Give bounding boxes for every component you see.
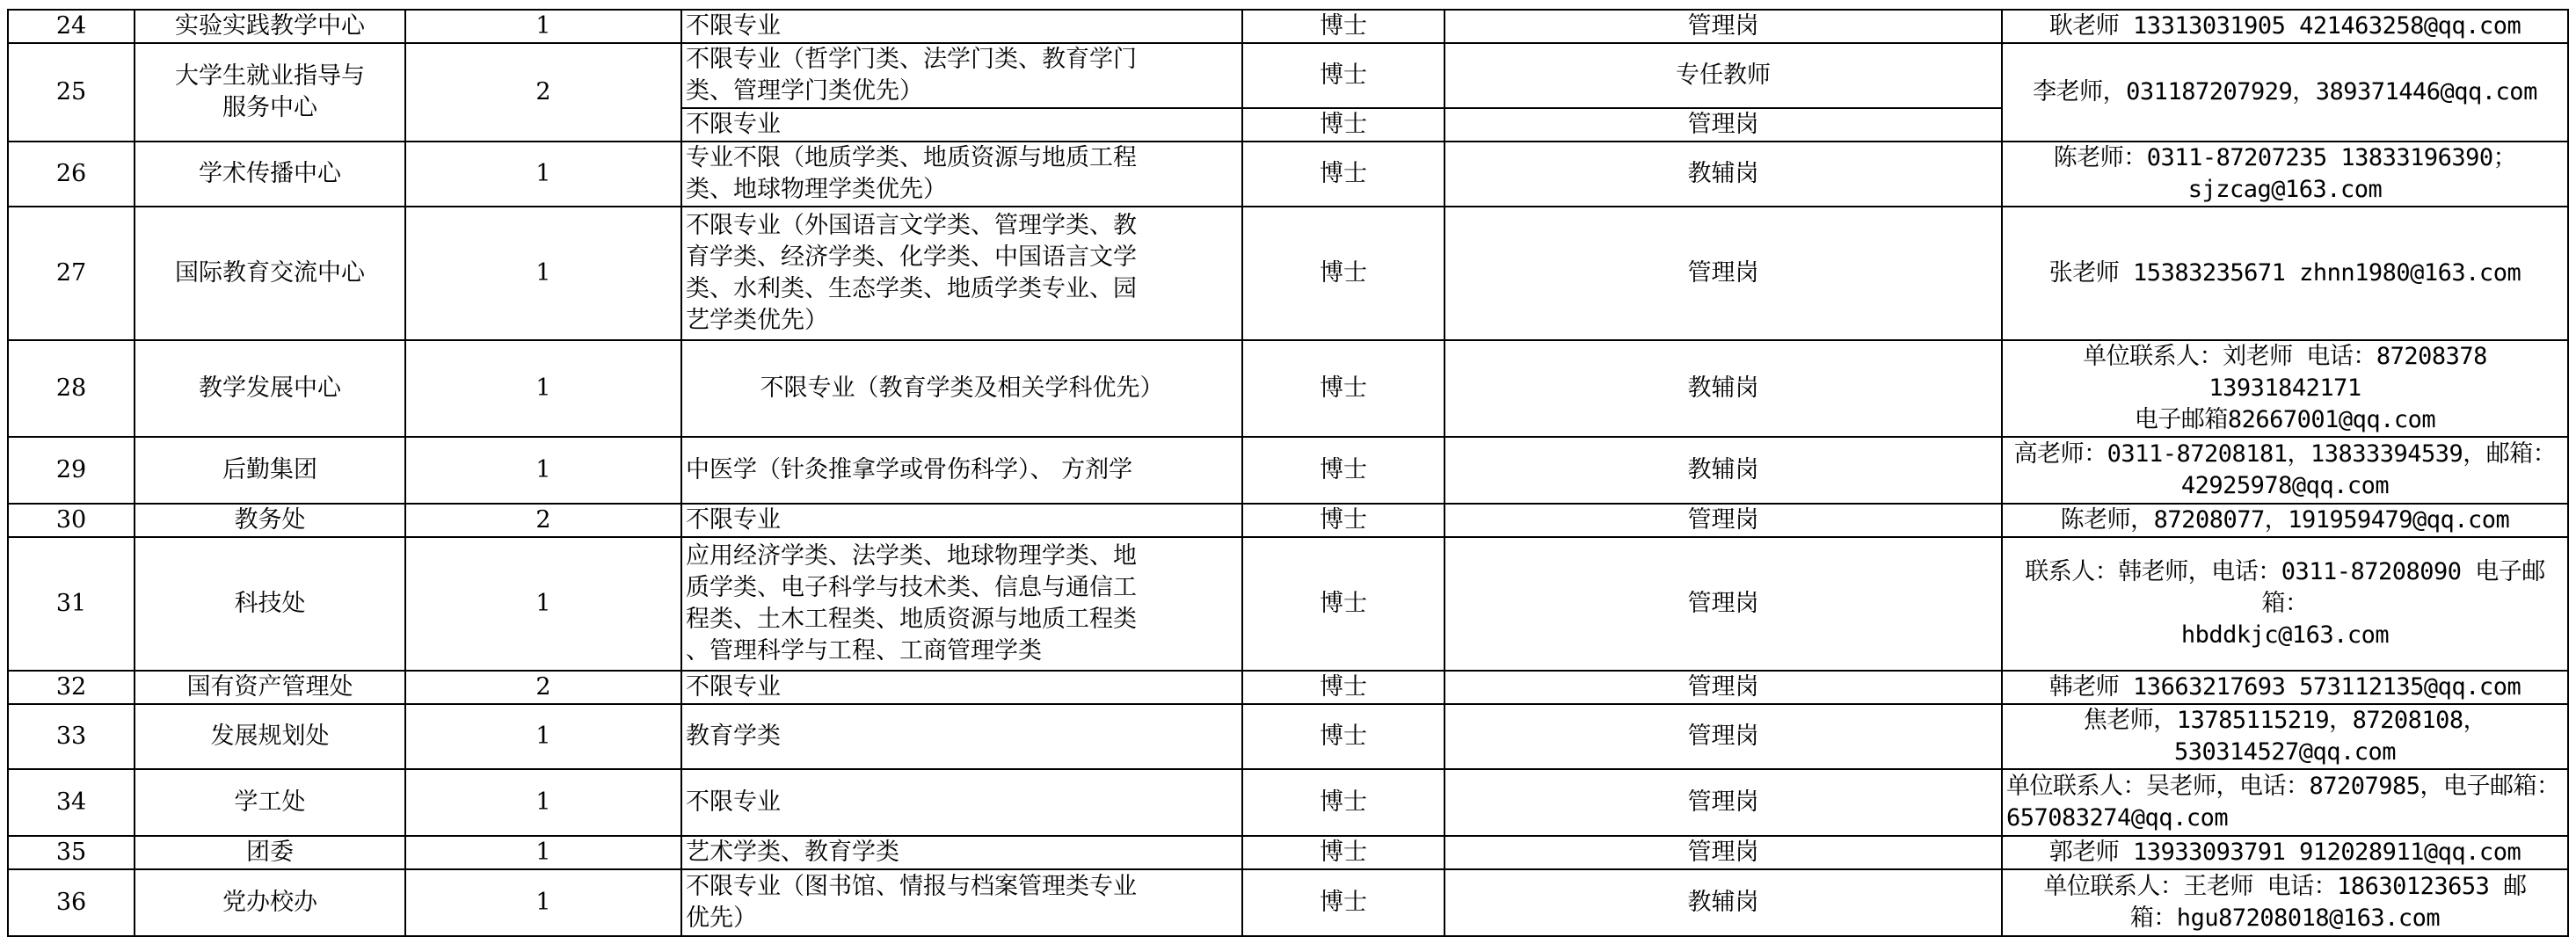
row-number: 26: [8, 142, 135, 207]
department-cell: 团委: [135, 836, 405, 869]
row-number: 32: [8, 671, 135, 704]
major-cell: 艺术学类、教育学类: [681, 836, 1242, 869]
major-cell: [681, 207, 1242, 340]
major-line: 、管理科学与工程、工商管理学类: [686, 637, 1042, 665]
major-line: 不限专业（哲学门类、法学门类、教育学门: [686, 46, 1137, 73]
contact-line: 箱：hgu87208018@163.com: [2129, 904, 2441, 932]
department-cell: 教学发展中心: [135, 340, 405, 437]
row-number: 33: [8, 704, 135, 769]
post-type-cell: 管理岗: [1444, 671, 2002, 704]
contact-cell: 陈老师，87208077，191959479@qq.com: [2002, 504, 2568, 537]
row-number: 29: [8, 437, 135, 504]
major-cell: 不限专业: [681, 108, 1242, 142]
major-cell: [681, 869, 1242, 936]
post-type-cell: 教辅岗: [1444, 869, 2002, 936]
post-type-cell: 管理岗: [1444, 504, 2002, 537]
row-number: 30: [8, 504, 135, 537]
contact-line: 联系人：韩老师，电话：0311-87208090 电子邮箱：: [2025, 558, 2545, 617]
department-cell: [135, 43, 405, 142]
department-cell: 实验实践教学中心: [135, 10, 405, 43]
table-row: [8, 340, 2568, 437]
table-row: [8, 437, 2568, 504]
table-row: [8, 537, 2568, 671]
degree-cell: 博士: [1242, 704, 1444, 769]
contact-line: 单位联系人：王老师 电话：18630123653 邮: [2043, 873, 2527, 900]
table-row: [8, 207, 2568, 340]
contact-line: 单位联系人：刘老师 电话：87208378 13931842171: [2083, 343, 2487, 402]
contact-cell: [2002, 437, 2568, 504]
contact-cell: 耿老师 13313031905 421463258@qq.com: [2002, 10, 2568, 43]
table-row: [8, 869, 2568, 936]
post-type-cell: 管理岗: [1444, 704, 2002, 769]
degree-cell: 博士: [1242, 108, 1444, 142]
post-type-cell: 教辅岗: [1444, 142, 2002, 207]
row-number: 31: [8, 537, 135, 671]
major-line: 不限专业（图书馆、情报与档案管理类专业: [686, 873, 1137, 900]
headcount-cell: 1: [405, 836, 681, 869]
major-cell: 不限专业（教育学类及相关学科优先）: [681, 340, 1242, 437]
headcount-cell: 2: [405, 671, 681, 704]
department-cell: 党办校办: [135, 869, 405, 936]
table-row: [8, 43, 2568, 108]
contact-cell: 张老师 15383235671 zhnn1980@163.com: [2002, 207, 2568, 340]
table-row: [8, 504, 2568, 537]
major-line: 类、水利类、生态学类、地质学类专业、园: [686, 275, 1137, 302]
major-cell: 教育学类: [681, 704, 1242, 769]
department-cell: 发展规划处: [135, 704, 405, 769]
contact-cell: 李老师，031187207929，389371446@qq.com: [2002, 43, 2568, 142]
row-number: 25: [8, 43, 135, 142]
major-cell: 不限专业: [681, 10, 1242, 43]
degree-cell: 博士: [1242, 537, 1444, 671]
major-line: 质学类、电子科学与技术类、信息与通信工: [686, 574, 1137, 601]
degree-cell: 博士: [1242, 769, 1444, 836]
contact-cell: [2002, 142, 2568, 207]
contact-line: hbddkjc@163.com: [2180, 621, 2390, 649]
major-line: 专业不限（地质学类、地质资源与地质工程: [686, 144, 1137, 171]
contact-line: 42925978@qq.com: [2180, 472, 2390, 499]
table-row: [8, 836, 2568, 869]
major-cell: [681, 43, 1242, 108]
contact-line: 高老师：0311-87208181，13833394539，邮箱：: [2013, 440, 2557, 468]
department-cell: 国有资产管理处: [135, 671, 405, 704]
post-type-cell: 教辅岗: [1444, 340, 2002, 437]
contact-line: sjzcag@163.com: [2187, 176, 2383, 203]
contact-cell: 郭老师 13933093791 912028911@qq.com: [2002, 836, 2568, 869]
major-cell: 不限专业: [681, 671, 1242, 704]
contact-cell: [2002, 340, 2568, 437]
department-line: 大学生就业指导与: [175, 62, 365, 90]
degree-cell: 博士: [1242, 504, 1444, 537]
headcount-cell: 1: [405, 437, 681, 504]
table-row: [8, 142, 2568, 207]
headcount-cell: 1: [405, 769, 681, 836]
row-number: 28: [8, 340, 135, 437]
post-type-cell: 管理岗: [1444, 836, 2002, 869]
degree-cell: 博士: [1242, 43, 1444, 108]
contact-line: 单位联系人：吴老师，电话：87207985，电子邮箱：: [2006, 773, 2560, 800]
major-line: 育学类、经济学类、化学类、中国语言文学: [686, 243, 1137, 271]
row-number: 34: [8, 769, 135, 836]
post-type-cell: 教辅岗: [1444, 437, 2002, 504]
degree-cell: 博士: [1242, 869, 1444, 936]
major-line: 不限专业（外国语言文学类、管理学类、教: [686, 212, 1137, 239]
degree-cell: 博士: [1242, 340, 1444, 437]
major-cell: 不限专业: [681, 504, 1242, 537]
headcount-cell: 2: [405, 43, 681, 142]
table-row: [8, 769, 2568, 836]
degree-cell: 博士: [1242, 437, 1444, 504]
major-line: 类、管理学门类优先）: [686, 77, 923, 105]
post-type-cell: 管理岗: [1444, 108, 2002, 142]
contact-cell: [2002, 537, 2568, 671]
degree-cell: 博士: [1242, 142, 1444, 207]
degree-cell: 博士: [1242, 671, 1444, 704]
major-cell: 不限专业: [681, 769, 1242, 836]
department-cell: 学术传播中心: [135, 142, 405, 207]
department-cell: 教务处: [135, 504, 405, 537]
table-row: [8, 671, 2568, 704]
headcount-cell: 1: [405, 207, 681, 340]
headcount-cell: 1: [405, 340, 681, 437]
major-cell: [681, 537, 1242, 671]
post-type-cell: 管理岗: [1444, 10, 2002, 43]
contact-cell: 韩老师 13663217693 573112135@qq.com: [2002, 671, 2568, 704]
department-cell: 国际教育交流中心: [135, 207, 405, 340]
department-cell: 学工处: [135, 769, 405, 836]
contact-cell: [2002, 869, 2568, 936]
degree-cell: 博士: [1242, 836, 1444, 869]
row-number: 24: [8, 10, 135, 43]
contact-cell: 焦老师，13785115219，87208108，530314527@qq.com: [2002, 704, 2568, 769]
major-line: 类、地球物理学类优先）: [686, 176, 947, 203]
post-type-cell: 管理岗: [1444, 537, 2002, 671]
contact-line: 陈老师：0311-87207235 13833196390；: [2053, 144, 2517, 171]
headcount-cell: 2: [405, 504, 681, 537]
row-number: 36: [8, 869, 135, 936]
table-row: [8, 10, 2568, 43]
recruitment-table: [7, 9, 2569, 937]
headcount-cell: 1: [405, 537, 681, 671]
contact-line: 657083274@qq.com: [2006, 804, 2229, 832]
contact-cell: [2002, 769, 2568, 836]
headcount-cell: 1: [405, 142, 681, 207]
post-type-cell: 管理岗: [1444, 769, 2002, 836]
row-number: 35: [8, 836, 135, 869]
headcount-cell: 1: [405, 704, 681, 769]
table-row: [8, 704, 2568, 769]
post-type-cell: 专任教师: [1444, 43, 2002, 108]
department-cell: 后勤集团: [135, 437, 405, 504]
major-cell: [681, 142, 1242, 207]
degree-cell: 博士: [1242, 10, 1444, 43]
post-type-cell: 管理岗: [1444, 207, 2002, 340]
contact-line: 电子邮箱82667001@qq.com: [2134, 406, 2436, 433]
department-line: 服务中心: [222, 94, 317, 121]
major-line: 优先）: [686, 904, 757, 932]
department-cell: 科技处: [135, 537, 405, 671]
major-cell: 中医学（针灸推拿学或骨伤科学）、 方剂学: [681, 437, 1242, 504]
headcount-cell: 1: [405, 10, 681, 43]
major-line: 应用经济学类、法学类、地球物理学类、地: [686, 542, 1137, 570]
major-line: 艺学类优先）: [686, 307, 828, 334]
major-line: 程类、土木工程类、地质资源与地质工程类: [686, 606, 1137, 633]
degree-cell: 博士: [1242, 207, 1444, 340]
headcount-cell: 1: [405, 869, 681, 936]
row-number: 27: [8, 207, 135, 340]
